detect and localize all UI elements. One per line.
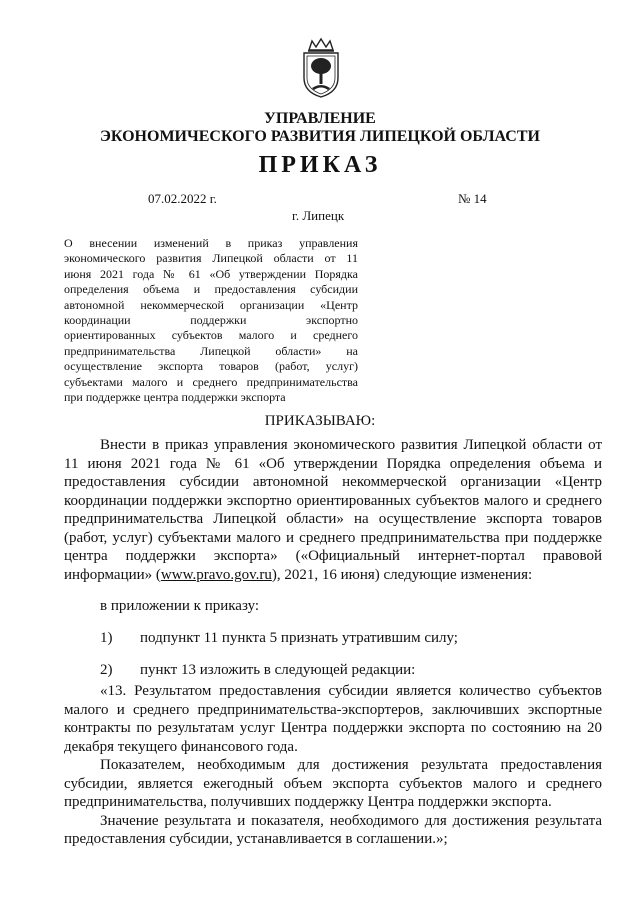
subject-line: экономического развития Липецкой области от 11 <box>64 251 358 266</box>
paragraph-line: Внести в приказ управления экономического развития Липецкой области от <box>100 437 602 453</box>
subject-line: ориентированных субъектов малого и среднего <box>64 328 358 343</box>
document-title: ПРИКАЗ <box>258 152 382 178</box>
document-subject <box>64 236 358 405</box>
document-city: г. Липецк <box>292 208 345 223</box>
subject-line: определения объема и предоставления субсидии <box>64 282 358 297</box>
indicator-line: субсидии, является ежегодный объем экспорта субъектов малого и среднего <box>64 775 602 792</box>
paragraph-line: предоставления субсидии автономной некоммерческой организации «Центр <box>64 474 602 490</box>
quote-line: декабря текущего финансового года. <box>64 738 298 755</box>
paragraph-line: центра поддержки экспорта» («Официальный интернет-портал правовой <box>64 548 602 564</box>
coat-of-arms-icon <box>298 36 344 100</box>
quote-line: малого и среднего предпринимательства-экспортеров, заключивших экспортные <box>64 701 602 718</box>
subject-line: автономной некоммерческой организации «Центр <box>64 297 358 312</box>
subject-line: О внесении изменений в приказ управления <box>64 236 358 250</box>
indicator-line: Показателем, необходимым для достижения результата предоставления <box>100 757 602 773</box>
organization-name-line2: ЭКОНОМИЧЕСКОГО РАЗВИТИЯ ЛИПЕЦКОЙ ОБЛАСТИ <box>100 128 540 145</box>
subject-line: при поддержке центра поддержки экспорта <box>64 390 286 405</box>
organization-name-line1: УПРАВЛЕНИЕ <box>264 110 376 127</box>
value-line: предоставления субсидии, устанавливается в соглашении.»; <box>64 831 448 847</box>
item-text: подпункт 11 пункта 5 признать утратившим силу; <box>140 630 458 646</box>
text-fragment: ), 2021, 16 июня) следующие изменения: <box>271 566 533 583</box>
subject-line: июня 2021 года № 61 «Об утверждении Порядка <box>64 266 358 281</box>
paragraph-line: (работ, услуг) субъектами малого и среднего предпринимательства при поддержке <box>64 529 602 546</box>
paragraph-line: 11 июня 2021 года № 61 «Об утверждении Порядка определения объема и <box>64 455 602 472</box>
document-date: 07.02.2022 г. <box>148 191 217 206</box>
item-number: 1) <box>100 630 113 646</box>
item-number: 2) <box>100 662 113 678</box>
quote-line: «13. Результатом предоставления субсидии является количество субъектов <box>100 683 602 699</box>
paragraph-line <box>64 566 602 585</box>
subject-line: субъектами малого и среднего предпринимательства <box>64 374 358 389</box>
order-heading: ПРИКАЗЫВАЮ: <box>264 413 376 429</box>
quote-line: контракты по результатам услуг Центра поддержки экспорта по состоянию на 20 <box>64 720 602 736</box>
paragraph-line: предпринимательства Липецкой области» на осуществление экспорта товаров <box>64 511 602 527</box>
quoted-clause <box>64 682 602 849</box>
value-line: Значение результата и показателя, необходимого для достижения результата <box>100 812 602 829</box>
document-number: № 14 <box>458 191 487 206</box>
subject-line: предпринимательства Липецкой области» на <box>64 343 358 358</box>
subject-line: координации поддержки экспортно <box>64 313 358 328</box>
indicator-line: предпринимательства, получивших поддержку Центра поддержки экспорта. <box>64 794 552 810</box>
paragraph-line: координации поддержки экспортно ориентированных субъектов малого и среднего <box>64 492 602 509</box>
item-2 <box>100 662 415 679</box>
item-text: пункт 13 изложить в следующей редакции: <box>140 662 416 678</box>
annex-line: в приложении к приказу: <box>100 598 260 614</box>
pravo-link[interactable]: www.pravo.gov.ru <box>160 566 272 583</box>
text-fragment: информации» ( <box>64 566 161 583</box>
subject-line: осуществление экспорта товаров (работ, услуг) <box>64 359 358 374</box>
item-1 <box>100 630 458 647</box>
paragraph-amendment <box>64 436 602 584</box>
